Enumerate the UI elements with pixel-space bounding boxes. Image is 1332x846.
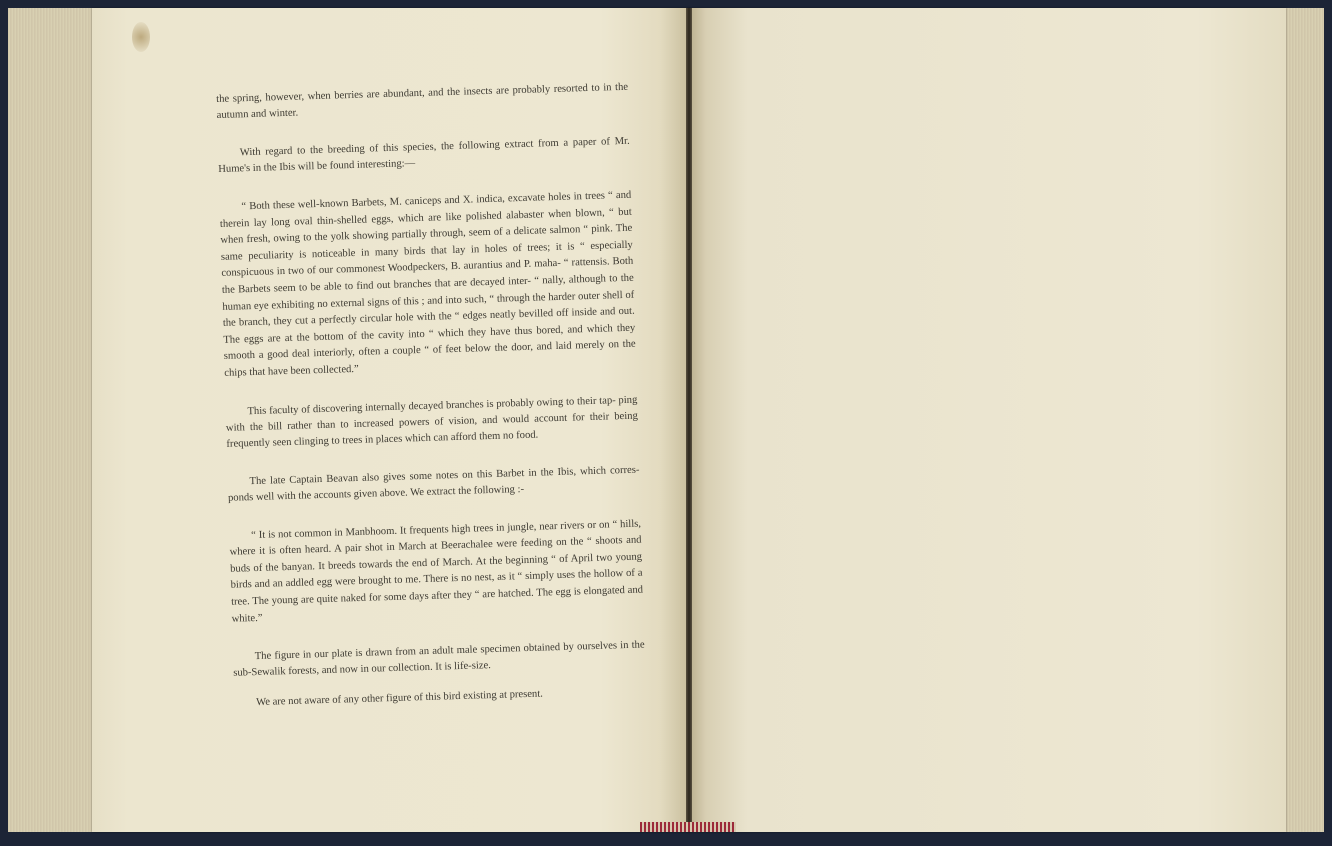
paragraph: This faculty of discovering internally decayed branches is probably owing to their tap- ping with the bill rather than to increased powers of vision, and would account for their being frequently seen clinging to trees in places which can afford them no food.: [225, 394, 638, 450]
right-page: [688, 8, 1286, 832]
paragraph: We are not aware of any other figure of this bird existing at present.: [255, 688, 544, 709]
book-gutter: [686, 8, 692, 832]
left-page-text: [216, 80, 646, 712]
spine-binding: [640, 822, 736, 832]
paragraph: The late Captain Beavan also gives some notes on this Barbet in the Ibis, which corres- ponds well with the accounts given above. We extract the following :-: [227, 464, 640, 504]
paragraph: With regard to the breeding of this species, the following extract from a paper of Mr. Hume's in the Ibis will be found interesting:—: [218, 135, 630, 175]
quoted-paragraph: “ It is not common in Manbhoom. It frequents high trees in jungle, near rivers or on “ hills, where it is often heard. A pair shot in March at Beerachalee were feeding on the “ shoots and buds of the banyan. It breeds towards the end of March. At the beginning “ of April two young birds and an addled egg were brought to me. There is no nest, as it “ simply uses the hollow of a tree. The young are quite naked for some days after they “ are hatched. The egg is elongated and white.”: [229, 518, 644, 625]
paragraph: the spring, however, when berries are abundant, and the insects are probably resorted to in the autumn and winter.: [216, 81, 629, 121]
stain-mark: [132, 22, 150, 52]
paragraph: The figure in our plate is drawn from an adult male specimen obtained by ourselves in the sub-Sewalik forests, and now in our collection. It is life-size.: [233, 639, 645, 679]
quoted-paragraph: “ Both these well-known Barbets, M. caniceps and X. indica, excavate holes in trees “ and therein lay long oval thin-shelled eggs, which are like polished alabaster when blown, “ but when fresh, owing to the yolk showing partially through, seem of a delicate salmon “ pink. The same peculiarity is noticeable in many birds that lay in holes of trees; it is “ especially conspicuous in two of our commonest Woodpeckers, B. aurantius and P. maha- “ rattensis. Both the Barbets seem to be able to find out branches that are decayed inter- “ nally, although to the human eye exhibiting no external signs of this ; and into such, “ through the harder outer shell of the branch, they cut a perfectly circular hole with the “ edges neatly bevilled off inside and out. The eggs are at the bottom of the cavity into “ which they have thus bored, and which they smooth a good deal interiorly, often a couple “ of feet below the door, and laid merely on the chips that have been collected.”: [219, 189, 636, 379]
